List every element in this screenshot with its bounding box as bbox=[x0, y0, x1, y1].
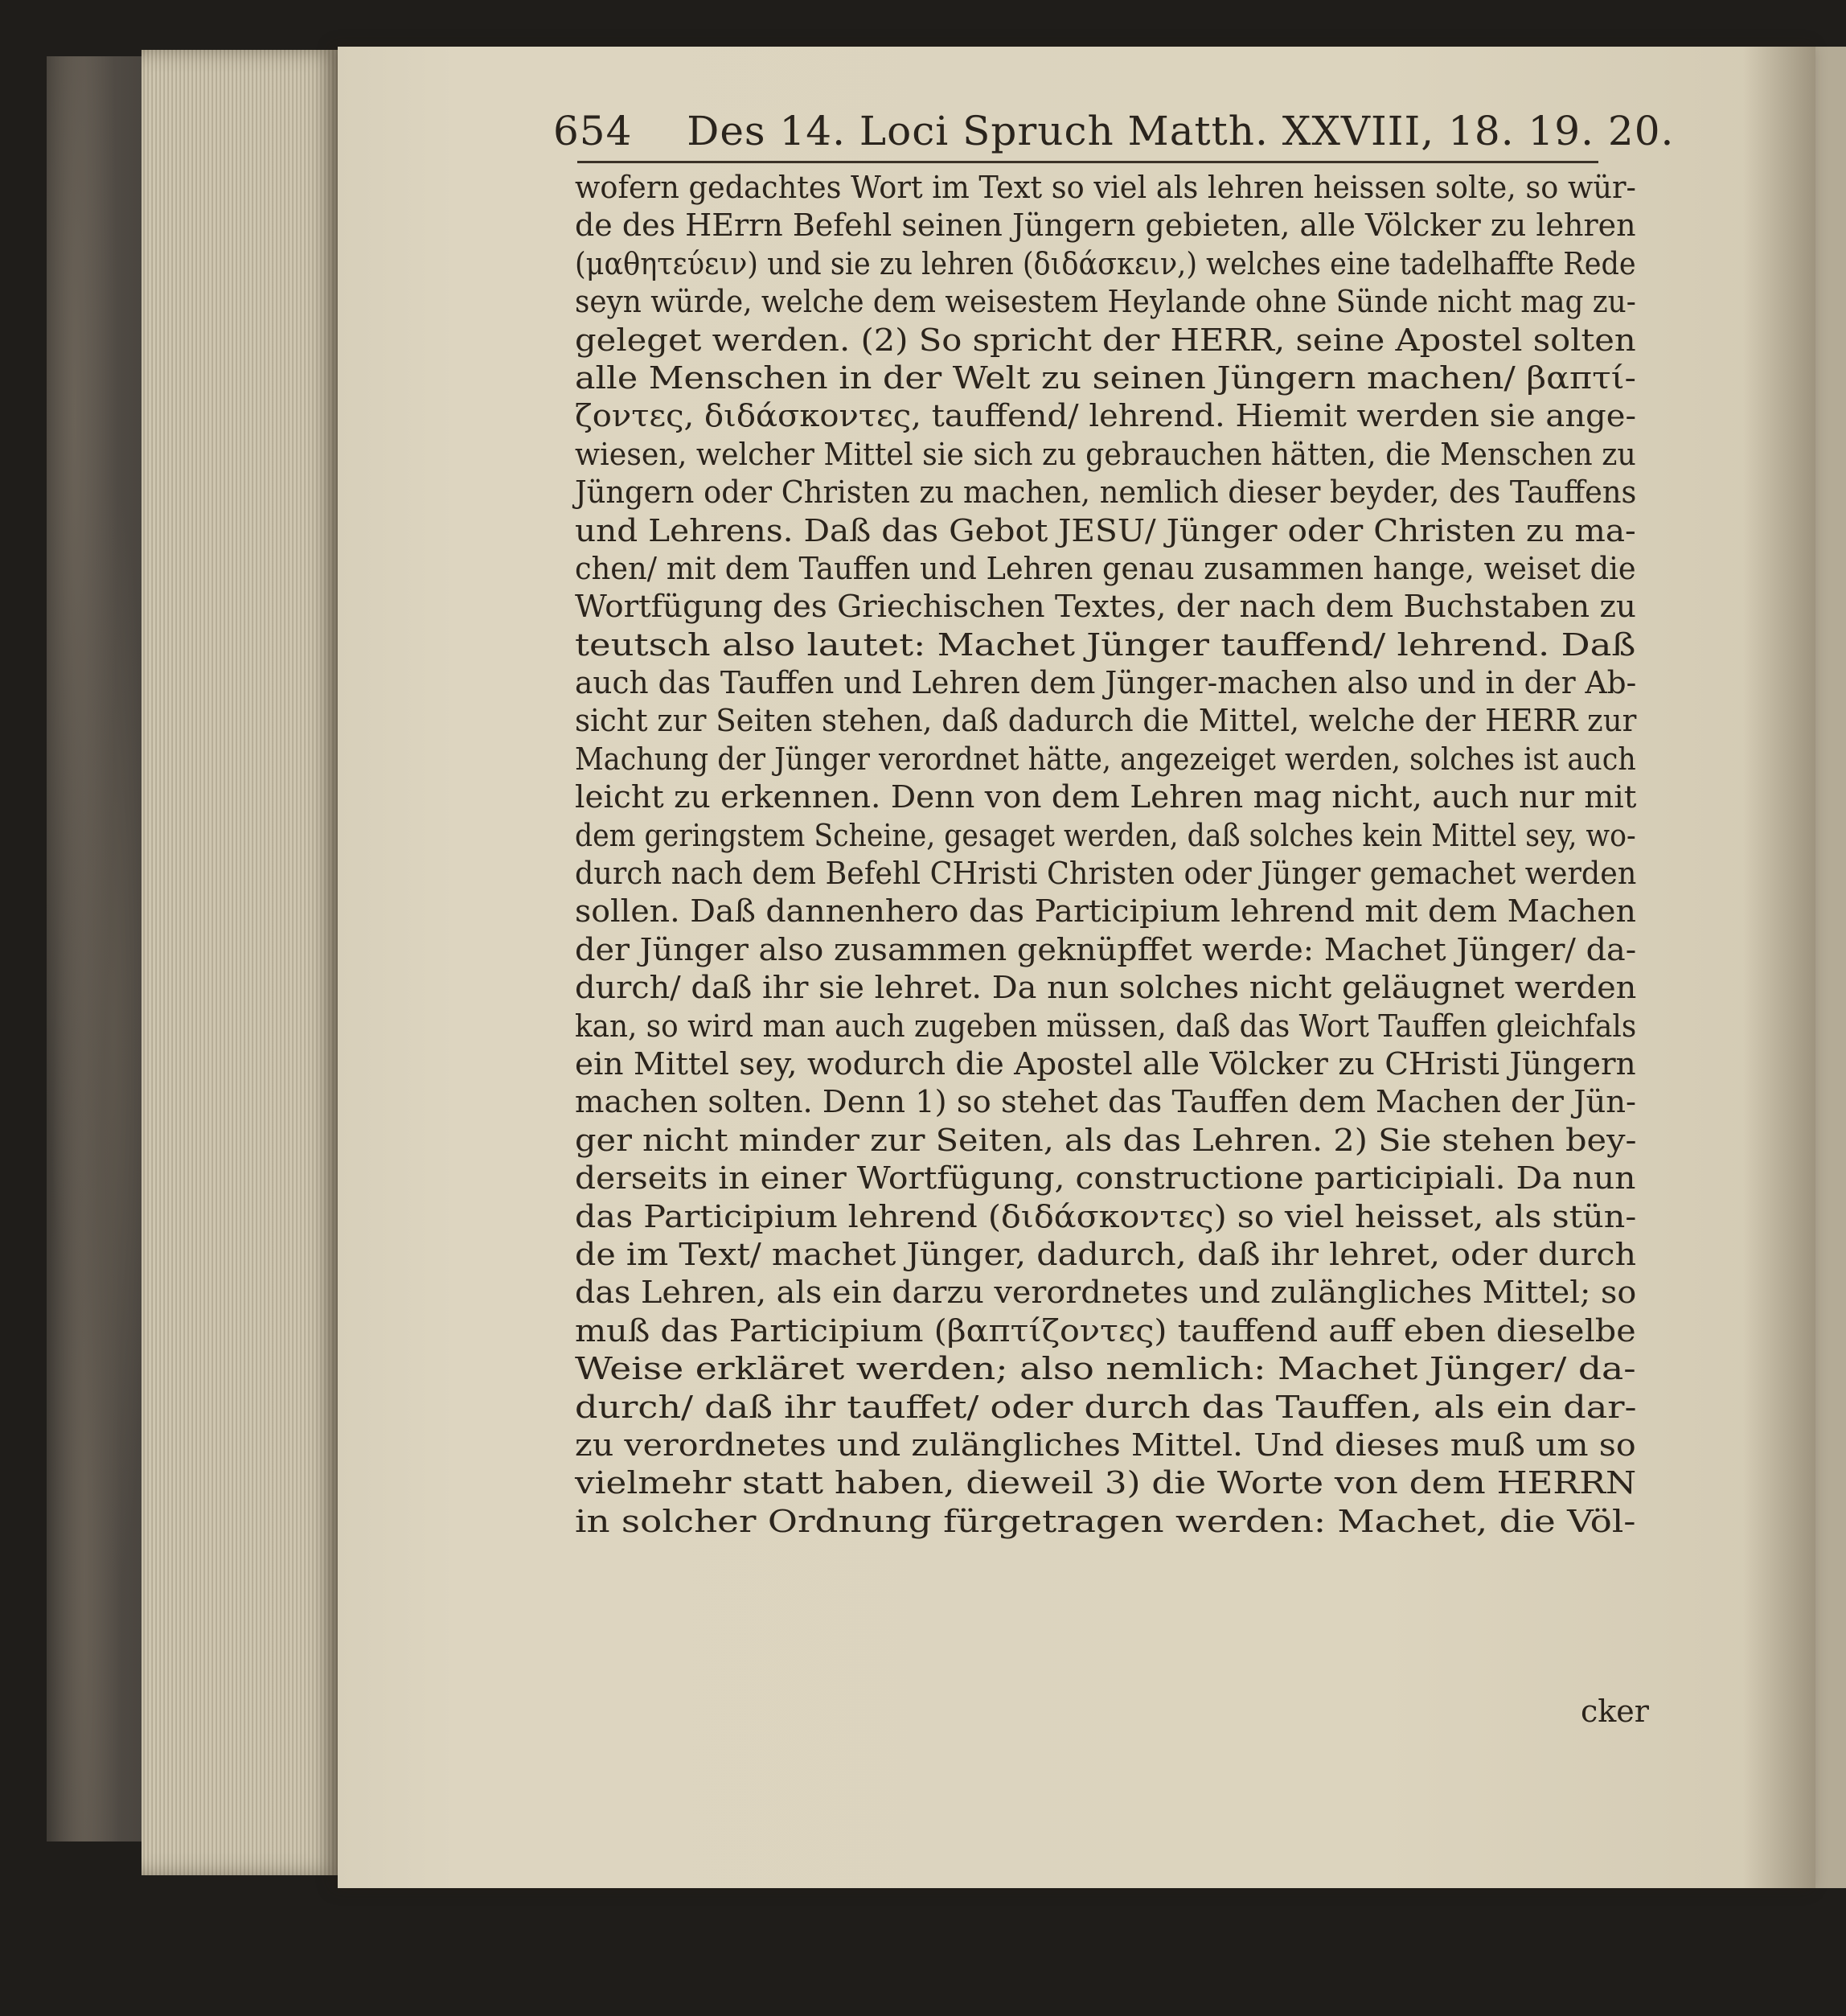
text-line: durch nach dem Befehl CHristi Christen oder Jünger gemachet werden bbox=[575, 856, 1637, 892]
text-line: de des HErrn Befehl seinen Jüngern gebieten, alle Völcker zu lehren bbox=[575, 207, 1636, 244]
text-line: Wortfügung des Griechischen Textes, der nach dem Buchstaben zu bbox=[575, 589, 1636, 625]
header-rule bbox=[577, 161, 1598, 163]
text-line: chen/ mit dem Tauffen und Lehren genau zusammen hange, weiset die bbox=[575, 550, 1636, 586]
text-line: der Jünger also zusammen geknüpffet werde: Machet Jünger/ da- bbox=[575, 931, 1637, 967]
text-line: durch/ daß ihr tauffet/ oder durch das Tauffen, als ein dar- bbox=[575, 1389, 1637, 1425]
text-line: Weise erkläret werden; also nemlich: Machet Jünger/ da- bbox=[575, 1351, 1636, 1387]
gutter-shadow bbox=[1743, 47, 1815, 1888]
text-line: das Participium lehrend (διδάσκοντες) so viel heisset, als stün- bbox=[575, 1198, 1637, 1234]
text-line: Machung der Jünger verordnet hätte, angezeiget werden, solches ist auch bbox=[575, 741, 1636, 777]
text-line: seyn würde, welche dem weisestem Heylande ohne Sünde nicht mag zu- bbox=[575, 284, 1636, 320]
text-line: und Lehrens. Daß das Gebot JESU/ Jünger oder Christen zu ma- bbox=[575, 512, 1636, 548]
text-line: zu verordnetes und zulängliches Mittel. Und dieses muß um so bbox=[575, 1427, 1636, 1463]
facing-page-edge bbox=[1815, 47, 1846, 1888]
text-line: ger nicht minder zur Seiten, als das Lehren. 2) Sie stehen bey- bbox=[575, 1122, 1637, 1158]
text-line: dem geringstem Scheine, gesaget werden, daß solches kein Mittel sey, wo- bbox=[575, 817, 1636, 853]
text-line: machen solten. Denn 1) so stehet das Tauffen dem Machen der Jün- bbox=[575, 1084, 1637, 1120]
text-line: vielmehr statt haben, dieweil 3) die Worte von dem HERRN bbox=[575, 1465, 1637, 1501]
text-line: sollen. Daß dannenhero das Participium lehrend mit dem Machen bbox=[575, 893, 1636, 930]
text-line: in solcher Ordnung fürgetragen werden: Machet, die Völ- bbox=[575, 1503, 1636, 1539]
text-line: (μαθητεύειν) und sie zu lehren (διδάσκειν,) welches eine tadelhaffte Rede bbox=[575, 245, 1636, 281]
text-line: durch/ daß ihr sie lehret. Da nun solches nicht geläugnet werden bbox=[575, 970, 1637, 1006]
text-line: kan, so wird man auch zugeben müssen, daß das Wort Tauffen gleichfals bbox=[575, 1008, 1637, 1044]
page-number: 654 bbox=[553, 108, 633, 154]
text-line: teutsch also lautet: Machet Jünger tauffend/ lehrend. Daß bbox=[575, 626, 1636, 663]
running-head bbox=[553, 103, 1675, 159]
catchword: cker bbox=[1581, 1694, 1649, 1729]
text-line: auch das Tauffen und Lehren dem Jünger-machen also und in der Ab- bbox=[575, 665, 1637, 701]
text-line: muß das Participium (βαπτίζοντες) tauffend auff eben dieselbe bbox=[575, 1312, 1636, 1349]
running-title: Des 14. Loci Spruch Matth. XXVIII, 18. 19. 20. bbox=[687, 108, 1675, 154]
marbled-cover bbox=[47, 56, 143, 1841]
text-line: sicht zur Seiten stehen, daß dadurch die Mittel, welche der HERR zur bbox=[575, 703, 1637, 739]
body-text bbox=[575, 169, 1636, 1541]
text-line: alle Menschen in der Welt zu seinen Jüngern machen/ βαπτί- bbox=[575, 359, 1636, 396]
text-line: derseits in einer Wortfügung, constructione participiali. Da nun bbox=[575, 1160, 1636, 1197]
text-line: de im Text/ machet Jünger, dadurch, daß ihr lehret, oder durch bbox=[575, 1236, 1637, 1272]
text-line: geleget werden. (2) So spricht der HERR, seine Apostel solten bbox=[575, 322, 1636, 358]
text-line: ζοντες, διδάσκοντες, tauffend/ lehrend. Hiemit werden sie ange- bbox=[575, 398, 1636, 434]
text-line: Jüngern oder Christen zu machen, nemlich dieser beyder, des Tauffens bbox=[575, 474, 1637, 511]
text-line: wofern gedachtes Wort im Text so viel als lehren heissen solte, so wür- bbox=[575, 170, 1636, 205]
text-line: leicht zu erkennen. Denn von dem Lehren mag nicht, auch nur mit bbox=[575, 779, 1637, 815]
text-line: das Lehren, als ein darzu verordnetes und zulängliches Mittel; so bbox=[575, 1275, 1637, 1311]
page-edges bbox=[142, 50, 343, 1875]
text-line: ein Mittel sey, wodurch die Apostel alle Völcker zu CHristi Jüngern bbox=[575, 1045, 1636, 1082]
text-line: wiesen, welcher Mittel sie sich zu gebrauchen hätten, die Menschen zu bbox=[575, 436, 1636, 472]
